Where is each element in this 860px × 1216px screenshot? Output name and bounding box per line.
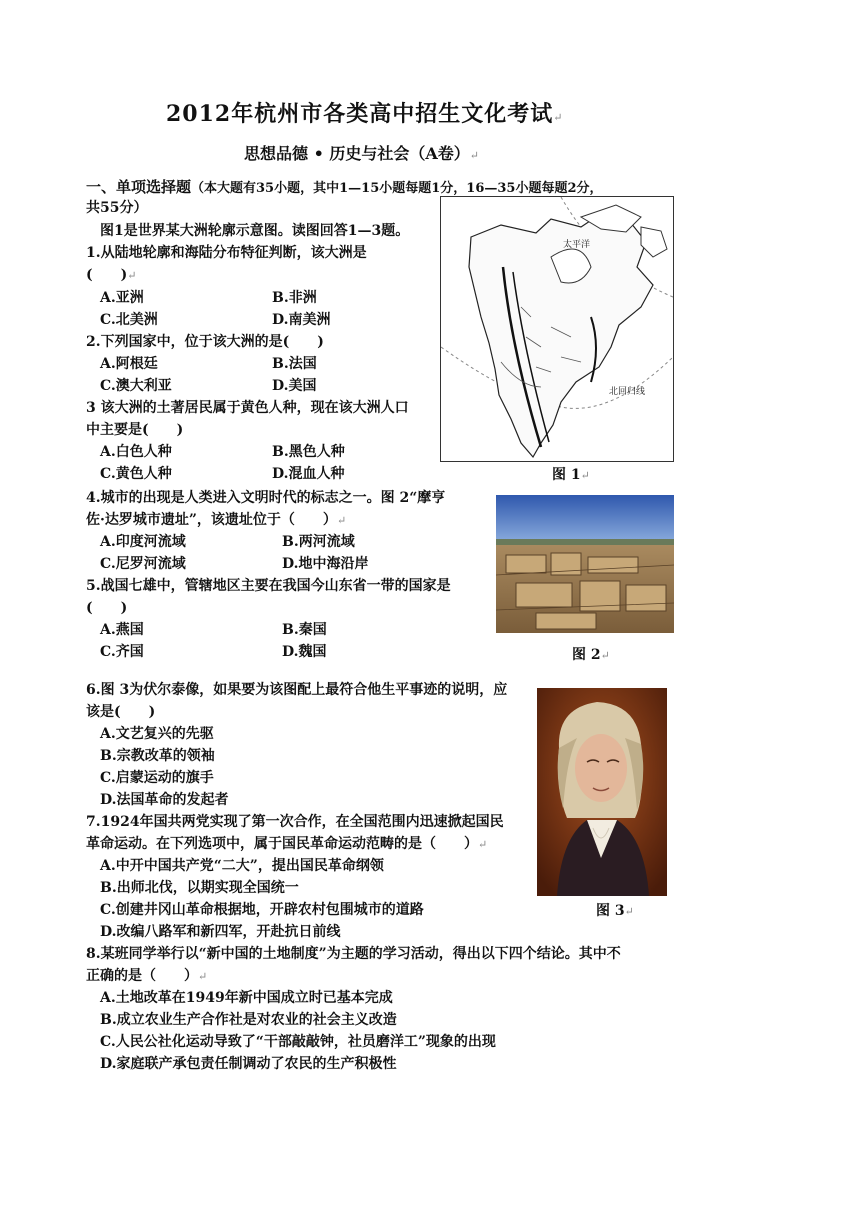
question-8-stem: 8.某班同学举行以“新中国的土地制度”为主题的学习活动，得出以下四个结论。其中不 bbox=[86, 946, 621, 962]
figure-1-map bbox=[440, 196, 674, 462]
question-8-option-d: D.家庭联产承包责任制调动了农民的生产积极性 bbox=[100, 1056, 397, 1072]
question-6-option-b: B.宗教改革的领袖 bbox=[100, 748, 215, 764]
figure-2-photo bbox=[496, 495, 674, 633]
question-6-stem-2: 该是( ) bbox=[86, 704, 156, 720]
question-1-option-a: A.亚洲 bbox=[100, 290, 144, 306]
question-4-stem-2: 佐·达罗城市遗址”，该遗址位于（ ）↵ bbox=[86, 512, 347, 528]
question-8-stem-2: 正确的是（ ）↵ bbox=[86, 968, 208, 984]
question-1-stem-2: ( )↵ bbox=[86, 267, 137, 283]
question-1-option-c: C.北美洲 bbox=[100, 312, 158, 328]
question-8-option-a: A.土地改革在1949年新中国成立时已基本完成 bbox=[100, 990, 393, 1006]
question-7-option-c: C.创建井冈山革命根据地，开辟农村包围城市的道路 bbox=[100, 902, 424, 918]
section-note-line2: 共55分） bbox=[86, 200, 148, 216]
question-7-option-b: B.出师北伐，以期实现全国统一 bbox=[100, 880, 299, 896]
question-5-option-c: C.齐国 bbox=[100, 644, 144, 660]
question-5-stem: 5.战国七雄中，管辖地区主要在我国今山东省一带的国家是 bbox=[86, 578, 451, 594]
question-7-option-d: D.改编八路军和新四军，开赴抗日前线 bbox=[100, 924, 341, 940]
question-1-option-d: D.南美洲 bbox=[272, 312, 331, 328]
question-5-stem-2: ( ) bbox=[86, 600, 128, 616]
question-4-option-c: C.尼罗河流域 bbox=[100, 556, 186, 572]
question-5-option-b: B.秦国 bbox=[282, 622, 327, 638]
question-6-option-d: D.法国革命的发起者 bbox=[100, 792, 229, 808]
figure-2-caption: 图 2↵ bbox=[572, 647, 610, 663]
question-7-stem: 7.1924年国共两党实现了第一次合作，在全国范围内迅速掀起国民 bbox=[86, 814, 504, 830]
question-4-option-a: A.印度河流域 bbox=[100, 534, 186, 550]
exam-title: 2012年杭州市各类高中招生文化考试↵ bbox=[166, 101, 564, 127]
question-1-stem: 1.从陆地轮廓和海陆分布特征判断，该大洲是 bbox=[86, 245, 367, 261]
section-heading: 一、单项选择题（本大题有35小题，其中1—15小题每题1分，16—35小题每题2分， bbox=[86, 178, 603, 196]
question-6-option-c: C.启蒙运动的旗手 bbox=[100, 770, 214, 786]
question-6-stem: 6.图 3为伏尔泰像，如果要为该图配上最符合他生平事迹的说明，应 bbox=[86, 682, 508, 698]
mohenjo-daro-ruins-image bbox=[496, 495, 674, 633]
question-4-stem: 4.城市的出现是人类进入文明时代的标志之一。图 2“摩亨 bbox=[86, 490, 446, 506]
question-5-option-a: A.燕国 bbox=[100, 622, 144, 638]
question-2-option-a: A.阿根廷 bbox=[100, 356, 158, 372]
question-4-option-b: B.两河流域 bbox=[282, 534, 355, 550]
question-7-stem-2: 革命运动。在下列选项中，属于国民革命运动范畴的是（ ）↵ bbox=[86, 836, 488, 852]
question-3-option-c: C.黄色人种 bbox=[100, 466, 172, 482]
figure-3-caption: 图 3↵ bbox=[596, 903, 634, 919]
north-america-outline-map bbox=[441, 197, 673, 461]
figure-3-portrait bbox=[537, 688, 667, 896]
question-3-stem: 3 该大洲的土著居民属于黄色人种，现在该大洲人口 bbox=[86, 400, 409, 416]
question-3-option-d: D.混血人种 bbox=[272, 466, 345, 482]
question-3-option-b: B.黑色人种 bbox=[272, 444, 345, 460]
voltaire-portrait-image bbox=[537, 688, 667, 896]
question-4-option-d: D.地中海沿岸 bbox=[282, 556, 369, 572]
question-2-option-d: D.美国 bbox=[272, 378, 317, 394]
question-8-option-b: B.成立农业生产合作社是对农业的社会主义改造 bbox=[100, 1012, 397, 1028]
intro-text: 图1是世界某大洲轮廓示意图。读图回答1—3题。 bbox=[100, 223, 410, 239]
question-3-stem-2: 中主要是( ) bbox=[86, 422, 184, 438]
question-8-option-c: C.人民公社化运动导致了“干部敲敲钟，社员磨洋工”现象的出现 bbox=[100, 1034, 496, 1050]
map-label-bottom: 北回归线 bbox=[609, 387, 646, 397]
question-1-option-b: B.非洲 bbox=[272, 290, 317, 306]
question-2-stem: 2.下列国家中，位于该大洲的是( ) bbox=[86, 334, 324, 350]
exam-subtitle: 思想品德 • 历史与社会（A卷）↵ bbox=[244, 144, 480, 163]
question-6-option-a: A.文艺复兴的先驱 bbox=[100, 726, 214, 742]
question-2-option-b: B.法国 bbox=[272, 356, 317, 372]
figure-1-caption: 图 1↵ bbox=[552, 467, 590, 483]
question-7-option-a: A.中开中国共产党“二大”，提出国民革命纲领 bbox=[100, 858, 384, 874]
question-3-option-a: A.白色人种 bbox=[100, 444, 172, 460]
map-label-top: 太平洋 bbox=[563, 240, 591, 250]
question-2-option-c: C.澳大利亚 bbox=[100, 378, 172, 394]
question-5-option-d: D.魏国 bbox=[282, 644, 327, 660]
